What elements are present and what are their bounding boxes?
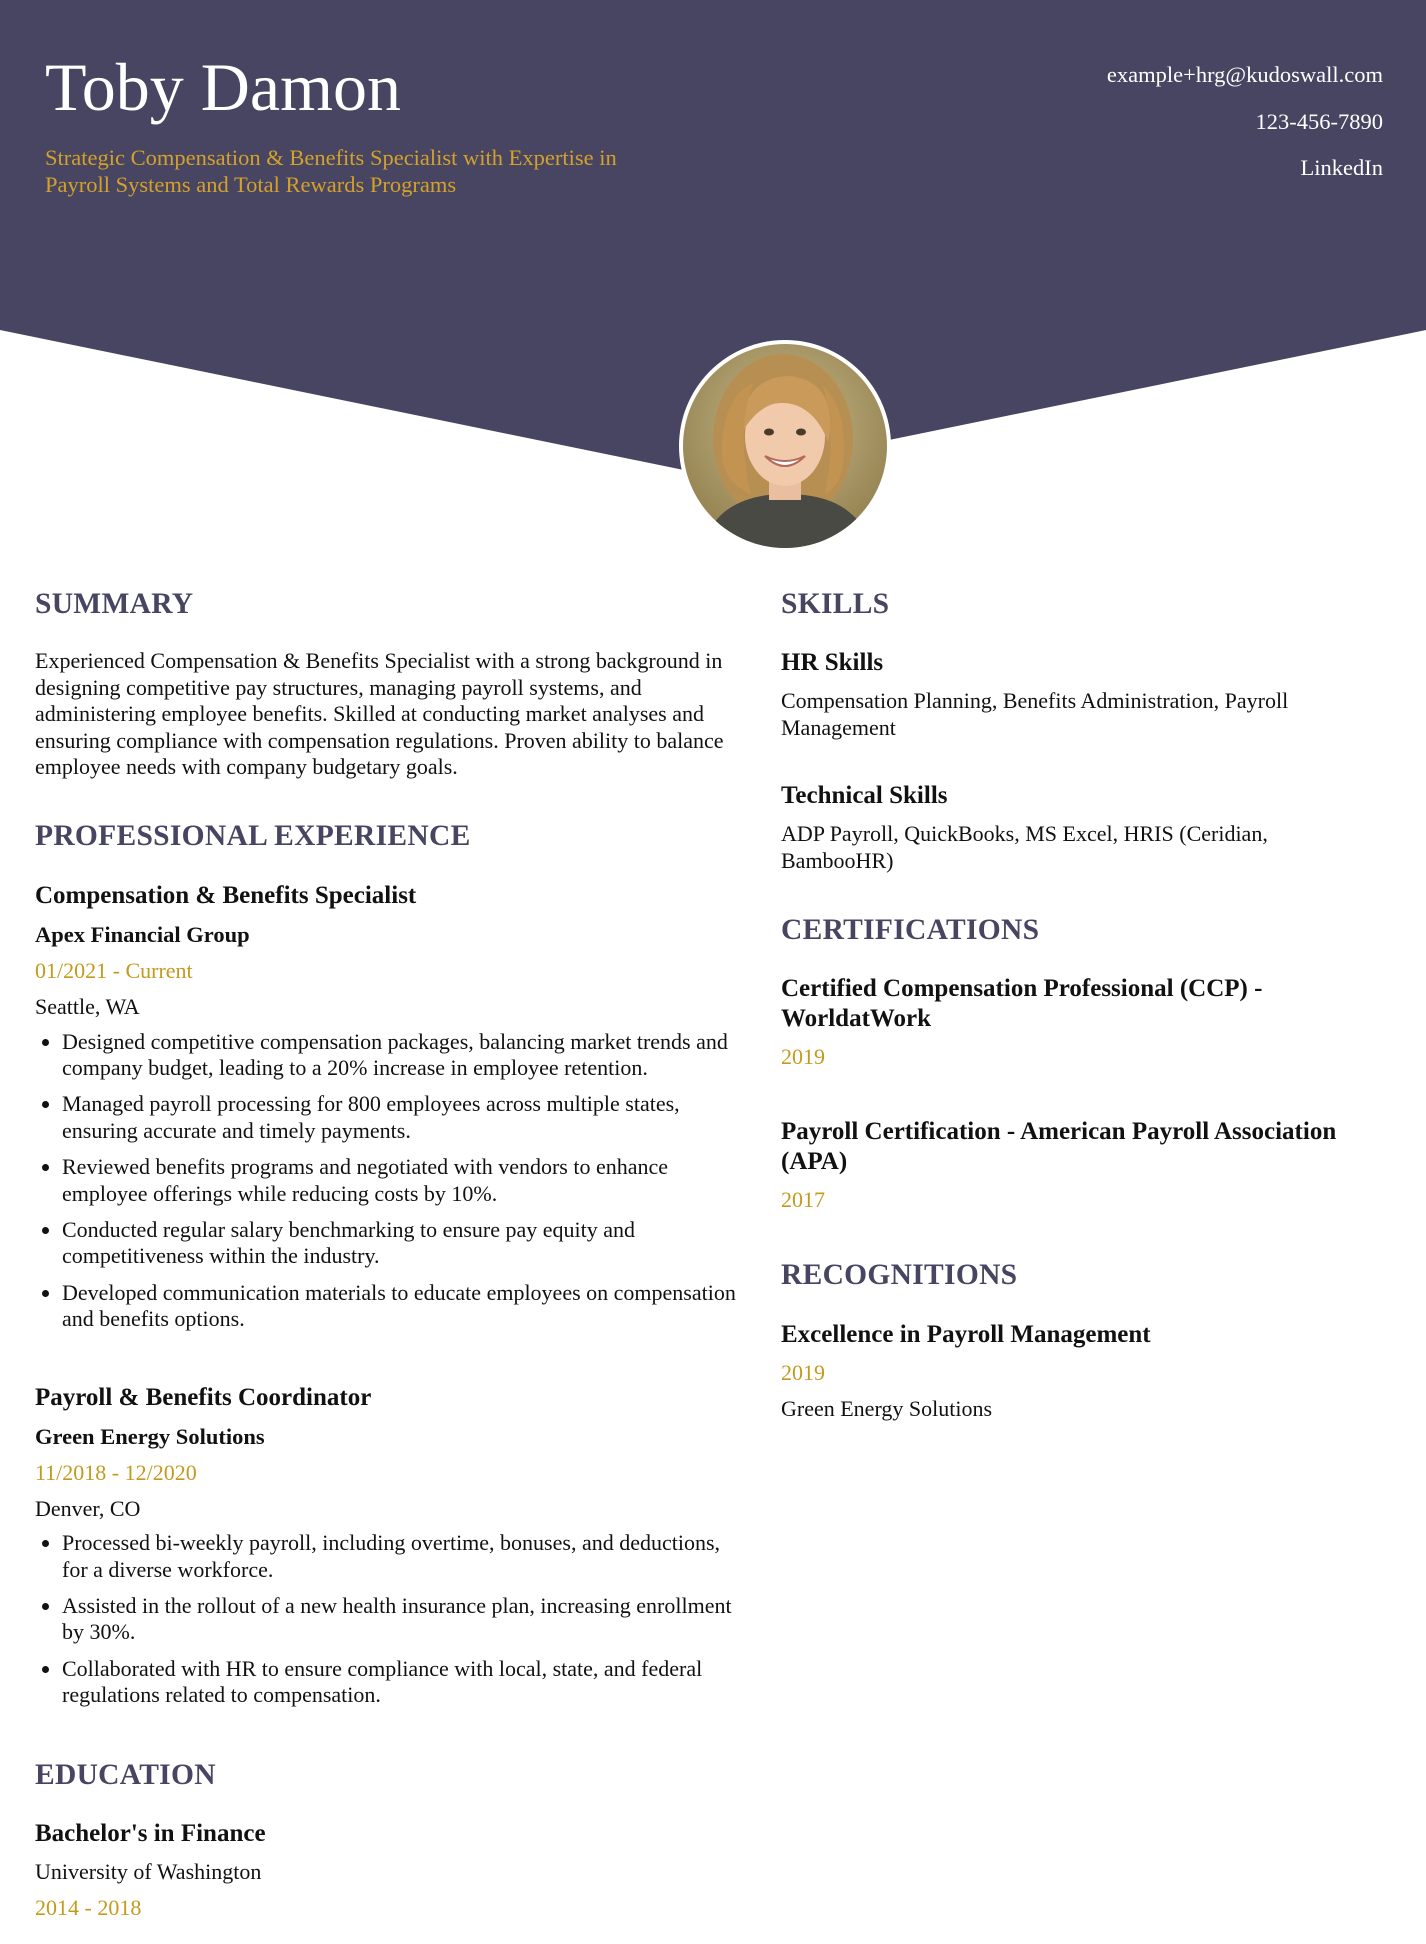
job-entry (35, 1383, 750, 1709)
recognition-name: Excellence in Payroll Management (781, 1320, 1151, 1348)
job-bullet: • Assisted in the rollout of a new health insurance plan, increasing enrollment by 30%. (62, 1593, 750, 1646)
education-dates: 2014 - 2018 (35, 1895, 142, 1921)
skill-group-items: Compensation Planning, Benefits Administration, Payroll Management (781, 688, 1289, 740)
job-role: Compensation & Benefits Specialist (35, 881, 417, 909)
skills-heading: SKILLS (781, 588, 890, 620)
education-school: University of Washington (35, 1859, 262, 1885)
job-entry (35, 881, 750, 1333)
education-degree: Bachelor's in Finance (35, 1820, 266, 1848)
skill-group-name: HR Skills (781, 649, 884, 677)
contact-block (1107, 64, 1383, 204)
right-column (781, 588, 1381, 1430)
job-location: Denver, CO (35, 1495, 141, 1521)
certification-name: Payroll Certification - American Payroll Association (APA) (781, 1117, 1337, 1175)
job-bullet: • Designed competitive compensation packages, balancing market trends and company budget, leading to a 20% increase in employee retention. (62, 1029, 750, 1082)
left-column (35, 588, 750, 1932)
job-bullet: • Developed communication materials to educate employees on compensation and benefits options. (62, 1280, 750, 1333)
recognition-org: Green Energy Solutions (781, 1396, 993, 1422)
candidate-name: Toby Damon (45, 49, 401, 125)
certifications-heading: CERTIFICATIONS (781, 914, 1040, 946)
job-bullet: • Processed bi-weekly payroll, including overtime, bonuses, and deductions, for a diverse workforce. (62, 1530, 750, 1583)
job-bullet: • Conducted regular salary benchmarking to ensure pay equity and competitiveness within the industry. (62, 1217, 750, 1270)
job-role: Payroll & Benefits Coordinator (35, 1383, 372, 1411)
certification-year: 2019 (781, 1044, 825, 1070)
recognition-year: 2019 (781, 1359, 825, 1385)
summary-text: Experienced Compensation & Benefits Specialist with a strong background in designing competitive pay structures, managing payroll systems, and administering employee benefits. Skilled at conducting market analyses and ensuring compliance with compensation regulations. Proven ability to balance employee needs with company budgetary goals. (35, 648, 724, 779)
job-dates: 11/2018 - 12/2020 (35, 1459, 197, 1485)
job-company: Green Energy Solutions (35, 1423, 265, 1449)
job-bullet: • Collaborated with HR to ensure compliance with local, state, and federal regulations related to compensation. (62, 1656, 750, 1709)
candidate-tagline: Strategic Compensation & Benefits Specialist with Expertise in Payroll Systems and Total Rewards Programs (45, 145, 617, 197)
certification-year: 2017 (781, 1186, 825, 1212)
recognitions-heading: RECOGNITIONS (781, 1259, 1018, 1292)
education-heading: EDUCATION (35, 1758, 216, 1791)
profile-photo-icon (683, 344, 887, 548)
contact-linkedin-link[interactable]: LinkedIn (1300, 155, 1383, 180)
contact-email[interactable]: example+hrg@kudoswall.com (1106, 62, 1383, 87)
job-bullet: • Reviewed benefits programs and negotiated with vendors to enhance employee offerings while reducing costs by 10%. (62, 1154, 750, 1207)
contact-phone[interactable]: 123-456-7890 (1255, 108, 1383, 134)
job-dates: 01/2021 - Current (35, 957, 193, 983)
experience-heading: PROFESSIONAL EXPERIENCE (35, 820, 471, 853)
summary-heading: SUMMARY (35, 588, 194, 620)
job-bullet: • Managed payroll processing for 800 employees across multiple states, ensuring accurate and timely payments. (62, 1091, 750, 1144)
job-company: Apex Financial Group (35, 921, 250, 947)
certification-name: Certified Compensation Professional (CCP) - WorldatWork (781, 975, 1263, 1033)
job-bullets (35, 1029, 750, 1333)
job-location: Seattle, WA (35, 994, 140, 1020)
skill-group-items: ADP Payroll, QuickBooks, MS Excel, HRIS (Ceridian, BambooHR) (781, 821, 1268, 873)
job-bullets (35, 1530, 750, 1708)
profile-photo (679, 340, 891, 552)
skill-group-name: Technical Skills (781, 782, 948, 810)
